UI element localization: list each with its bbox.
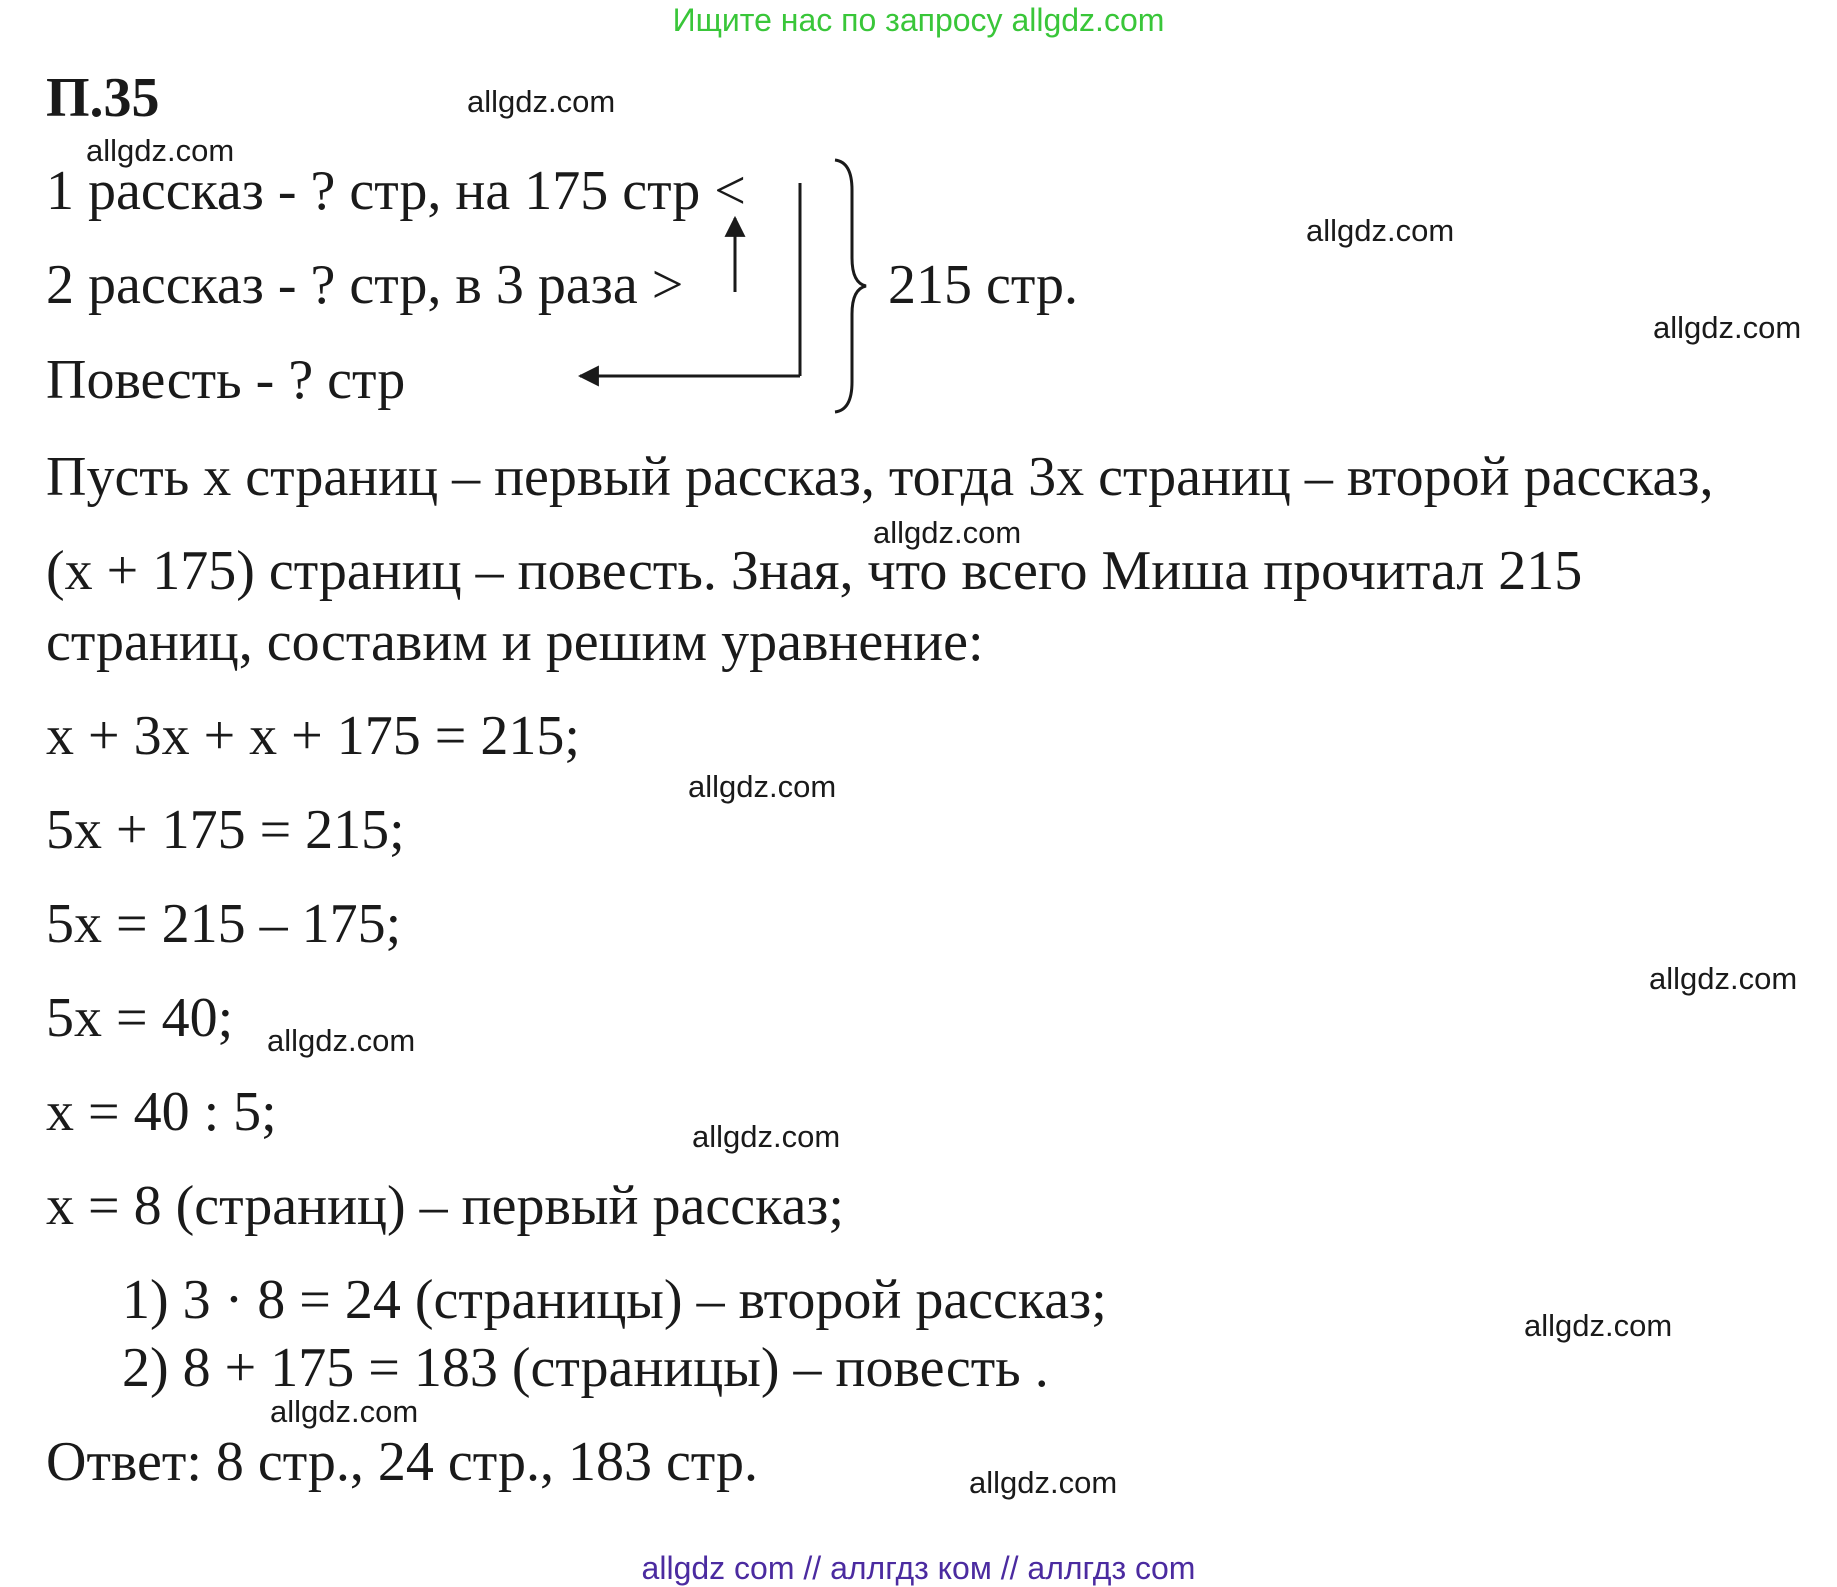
answer: Ответ: 8 стр., 24 стр., 183 стр. — [46, 1431, 758, 1493]
paragraph-line-2: (х + 175) страниц – повесть. Зная, что всего Миша прочитал 215 — [46, 540, 1583, 602]
paragraph-line-1: Пусть х страниц – первый рассказ, тогда 3х страниц – второй рассказ, — [46, 446, 1714, 508]
scheme-line-1: 1 рассказ - ? стр, на 175 стр < — [46, 160, 746, 222]
watermark: allgdz.com — [267, 1023, 416, 1058]
watermark: allgdz.com — [1653, 310, 1802, 345]
equation-3: 5х = 215 – 175; — [46, 893, 402, 955]
equation-5: х = 40 : 5; — [46, 1081, 277, 1143]
step-2: 2) 8 + 175 = 183 (страницы) – повесть . — [122, 1337, 1049, 1399]
problem-title: П.35 — [46, 67, 160, 129]
paragraph-line-3: страниц, составим и решим уравнение: — [46, 611, 984, 673]
top-banner: Ищите нас по запросу allgdz.com — [672, 2, 1165, 38]
watermark: allgdz.com — [467, 84, 616, 119]
equation-2: 5х + 175 = 215; — [46, 799, 405, 861]
scheme-total: 215 стр. — [888, 254, 1079, 316]
watermark: allgdz.com — [969, 1465, 1118, 1500]
watermark: allgdz.com — [1524, 1308, 1673, 1343]
footer: allgdz com // аллгдз ком // аллгдз com — [641, 1550, 1196, 1586]
step-1: 1) 3 · 8 = 24 (страницы) – второй рассказ; — [122, 1269, 1107, 1331]
watermark: allgdz.com — [1306, 213, 1455, 248]
scheme-line-3: Повесть - ? стр — [46, 349, 406, 411]
watermark: allgdz.com — [873, 515, 1022, 550]
equation-1: х + 3х + х + 175 = 215; — [46, 705, 580, 767]
watermark: allgdz.com — [1649, 961, 1798, 996]
equation-4: 5х = 40; — [46, 987, 234, 1049]
watermark: allgdz.com — [692, 1119, 841, 1154]
scheme-line-2: 2 рассказ - ? стр, в 3 раза > — [46, 254, 684, 316]
curly-brace-icon — [835, 160, 866, 412]
watermark: allgdz.com — [688, 769, 837, 804]
watermark: allgdz.com — [86, 133, 235, 168]
watermark: allgdz.com — [270, 1394, 419, 1429]
equation-6: х = 8 (страниц) – первый рассказ; — [46, 1175, 844, 1237]
